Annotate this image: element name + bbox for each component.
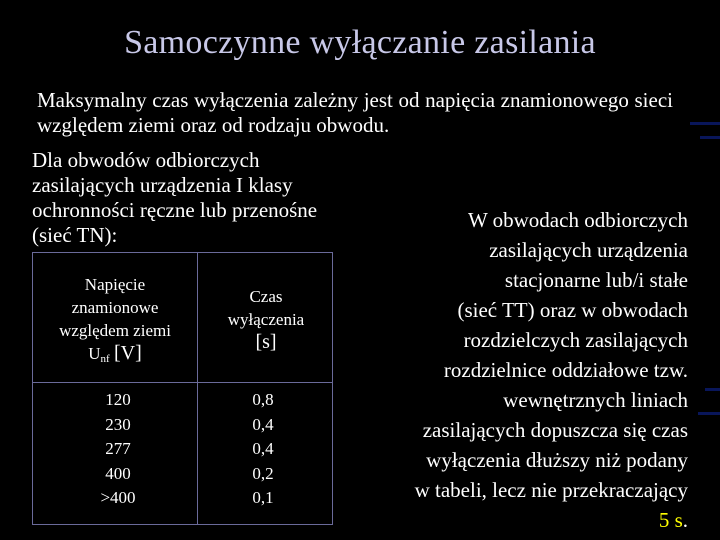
header-unit: [V] bbox=[113, 342, 142, 364]
header-text: względem ziemi bbox=[59, 321, 171, 340]
decor-streak bbox=[698, 412, 720, 415]
decor-streak bbox=[700, 136, 720, 139]
voltage-values bbox=[93, 388, 143, 511]
paragraph-line: wewnętrznych liniach bbox=[503, 388, 688, 412]
header-text: wyłączenia bbox=[227, 310, 305, 329]
table-cell: 0,4 bbox=[252, 414, 274, 434]
table-cell: 277 bbox=[105, 439, 131, 459]
table-cell: 400 bbox=[105, 463, 131, 483]
header-symbol-line bbox=[33, 342, 197, 371]
paragraph-line: stacjonarne lub/i stałe bbox=[504, 268, 688, 292]
decor-streak bbox=[690, 122, 720, 125]
decor-streak bbox=[705, 388, 720, 391]
max-time-value: 5 s bbox=[658, 508, 683, 532]
table-header-divider bbox=[33, 382, 332, 383]
header-symbol: U bbox=[88, 344, 101, 363]
paragraph-line: (sieć TT) oraz w obwodach bbox=[457, 298, 688, 322]
paragraph-line bbox=[358, 505, 688, 535]
paragraph-line: zasilających urządzenia bbox=[489, 238, 688, 262]
tt-network-paragraph bbox=[358, 205, 688, 535]
table-cell: 230 bbox=[105, 414, 131, 434]
tn-network-paragraph: Dla obwodów odbiorczych zasilających urządzenia I klasy ochronności ręczne lub przenośne (sieć TN): bbox=[32, 148, 318, 247]
header-text: Czas bbox=[249, 287, 283, 306]
header-subscript: nf bbox=[100, 353, 110, 365]
paragraph-line: rozdzielnice oddziałowe tzw. bbox=[443, 358, 688, 382]
paragraph-line: W obwodach odbiorczych bbox=[467, 208, 688, 232]
voltage-column-header bbox=[33, 273, 197, 371]
paragraph-line: zasilających dopuszcza się czas bbox=[422, 418, 688, 442]
table-cell: >400 bbox=[100, 488, 136, 508]
time-values bbox=[233, 388, 293, 511]
slide-title: Samoczynne wyłączanie zasilania bbox=[124, 24, 596, 61]
final-period: . bbox=[682, 508, 688, 532]
table-cell: 0,2 bbox=[252, 463, 274, 483]
table-cell: 120 bbox=[105, 390, 131, 409]
intro-paragraph: Maksymalny czas wyłączenia zależny jest od napięcia znamionowego sieci względem ziemi oraz od rodzaju obwodu. bbox=[37, 88, 673, 137]
disconnection-time-table bbox=[32, 252, 333, 525]
paragraph-line: wyłączenia dłuższy niż podany bbox=[426, 448, 688, 472]
header-text: znamionowe bbox=[71, 298, 159, 317]
time-column-header bbox=[198, 285, 334, 354]
paragraph-line: w tabeli, lecz nie przekraczający bbox=[414, 478, 688, 502]
header-unit: [s] bbox=[255, 331, 277, 353]
header-text: Napięcie bbox=[84, 275, 146, 294]
table-cell: 0,8 bbox=[252, 390, 274, 409]
table-cell: 0,4 bbox=[252, 439, 274, 459]
table-cell: 0,1 bbox=[252, 488, 274, 508]
paragraph-line: rozdzielczych zasilających bbox=[463, 328, 688, 352]
